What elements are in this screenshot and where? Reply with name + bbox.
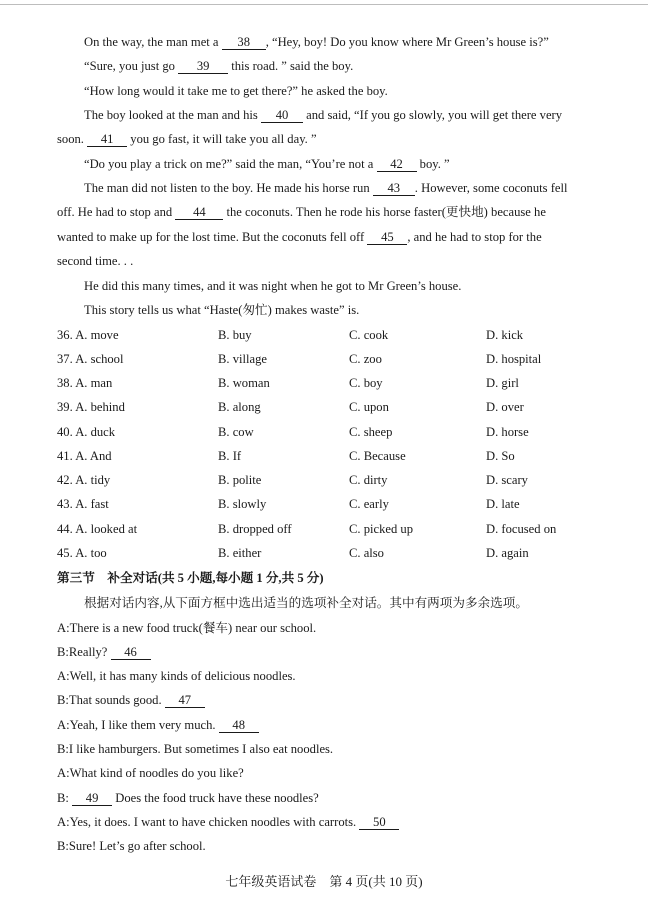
option-44-c: C. picked up (349, 522, 414, 536)
option-37-b: B. village (218, 352, 267, 366)
passage-line-6: “Do you play a trick on me?” said the man, “You’re not a 42 boy. ” (84, 157, 450, 171)
option-40-c: C. sheep (349, 425, 393, 439)
option-41-c: C. Because (349, 449, 406, 463)
option-42-c: C. dirty (349, 473, 388, 487)
option-45-c: C. also (349, 546, 384, 560)
option-44-a: 44. A. looked at (57, 522, 138, 536)
passage-line-11: He did this many times, and it was night when he got to Mr Green’s house. (84, 279, 462, 293)
dialogue-line-9: A:Yes, it does. I want to have chicken noodles with carrots. 50 (57, 814, 399, 830)
dialogue-line-6: B:I like hamburgers. But sometimes I also eat noodles. (57, 742, 334, 756)
option-39-c: C. upon (349, 400, 389, 414)
dialogue-line-2: B:Really? 46 (57, 644, 151, 660)
blank-40: 40 (261, 108, 303, 123)
dialogue-line-8: B: 49 Does the food truck have these noodles? (57, 791, 319, 805)
blank-39: 39 (178, 59, 228, 74)
option-43-b: B. slowly (218, 497, 267, 511)
option-37-c: C. zoo (349, 352, 382, 366)
blank-49: 49 (72, 791, 112, 806)
option-40-a: 40. A. duck (57, 425, 116, 439)
blank-41: 41 (87, 132, 127, 147)
blank-47: 47 (165, 693, 205, 708)
option-44-b: B. dropped off (218, 522, 292, 536)
blank-38: 38 (222, 35, 266, 50)
blank-48: 48 (219, 718, 259, 733)
option-36-b: B. buy (218, 328, 252, 342)
blank-45: 45 (367, 230, 407, 245)
passage-line-10: second time. . . (57, 254, 134, 268)
option-43-d: D. late (486, 497, 520, 511)
section-title: 第三节 补全对话(共 5 小题,每小题 1 分,共 5 分) (57, 571, 324, 585)
option-42-b: B. polite (218, 473, 262, 487)
option-36-d: D. kick (486, 328, 524, 342)
passage-line-9: wanted to make up for the lost time. But the coconuts fell off 45 , and he had to stop for the (57, 230, 542, 244)
dialogue-line-4: B:That sounds good. 47 (57, 692, 205, 708)
option-45-b: B. either (218, 546, 262, 560)
option-41-d: D. So (486, 449, 515, 463)
option-43-a: 43. A. fast (57, 497, 109, 511)
option-40-d: D. horse (486, 425, 529, 439)
blank-50: 50 (359, 815, 399, 830)
option-39-a: 39. A. behind (57, 400, 125, 414)
dialogue-line-5: A:Yeah, I like them very much. 48 (57, 717, 259, 733)
option-39-b: B. along (218, 400, 261, 414)
option-42-a: 42. A. tidy (57, 473, 111, 487)
passage-line-4: The boy looked at the man and his 40 and said, “If you go slowly, you will get there very (84, 108, 563, 122)
dialogue-line-3: A:Well, it has many kinds of delicious noodles. (57, 669, 296, 683)
option-42-d: D. scary (486, 473, 528, 487)
passage-line-8: off. He had to stop and 44 the coconuts. Then he rode his horse faster(更快地) because he (57, 205, 546, 219)
option-36-a: 36. A. move (57, 328, 119, 342)
option-38-a: 38. A. man (57, 376, 113, 390)
top-rule (0, 4, 648, 5)
option-41-b: B. If (218, 449, 242, 463)
blank-43: 43 (373, 181, 415, 196)
option-37-d: D. hospital (486, 352, 542, 366)
blank-42: 42 (377, 157, 417, 172)
passage-line-12: This story tells us what “Haste(匆忙) makes waste” is. (84, 303, 360, 317)
passage-line-3: “How long would it take me to get there?” he asked the boy. (84, 84, 388, 98)
option-43-c: C. early (349, 497, 389, 511)
option-45-d: D. again (486, 546, 529, 560)
section-instruction: 根据对话内容,从下面方框中选出适当的选项补全对话。其中有两项为多余选项。 (84, 596, 528, 610)
passage-line-2: “Sure, you just go 39 this road. ” said the boy. (84, 59, 354, 73)
option-45-a: 45. A. too (57, 546, 107, 560)
option-38-c: C. boy (349, 376, 383, 390)
option-40-b: B. cow (218, 425, 254, 439)
passage-line-7: The man did not listen to the boy. He made his horse run 43 . However, some coconuts fell (84, 181, 568, 195)
passage-line-5: soon. 41 you go fast, it will take you all day. ” (57, 132, 317, 146)
page-footer: 七年级英语试卷 第 4 页(共 10 页) (225, 874, 423, 889)
passage-line-1: On the way, the man met a 38 , “Hey, boy! Do you know where Mr Green’s house is?” (84, 35, 549, 49)
blank-46: 46 (111, 645, 151, 660)
dialogue-line-7: A:What kind of noodles do you like? (57, 766, 244, 780)
option-44-d: D. focused on (486, 522, 557, 536)
option-41-a: 41. A. And (57, 449, 112, 463)
option-37-a: 37. A. school (57, 352, 124, 366)
option-39-d: D. over (486, 400, 524, 414)
option-38-b: B. woman (218, 376, 270, 390)
option-36-c: C. cook (349, 328, 389, 342)
dialogue-line-10: B:Sure! Let’s go after school. (57, 839, 206, 853)
dialogue-line-1: A:There is a new food truck(餐车) near our school. (57, 621, 317, 635)
option-38-d: D. girl (486, 376, 519, 390)
blank-44: 44 (175, 205, 223, 220)
